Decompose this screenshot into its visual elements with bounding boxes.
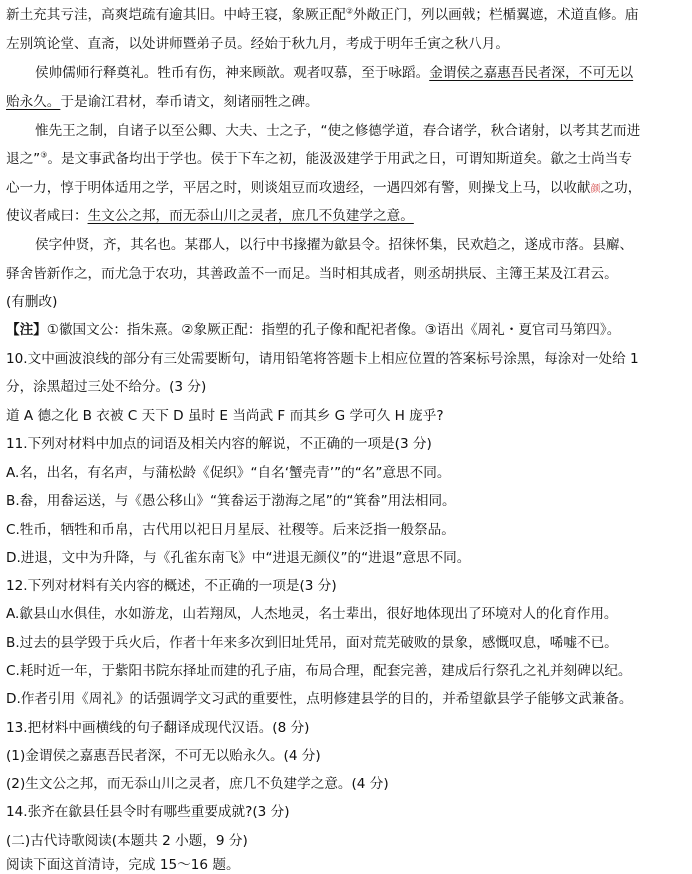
text: 新土充其亏洼，高爽垲疏有逾其旧。中峙王寝，象厥正配 (6, 7, 346, 23)
text: 心一力，惇于明体适用之学，平居之时，则谈俎豆而攻遗经，一遇四郊有警，则操戈上马，以收献 (6, 180, 591, 196)
passage-line (35, 64, 688, 82)
question-12-option-d: D.作者引用《周礼》的话强调学文习武的重要性，点明修建县学的目的，并希望歙县学子能够文武兼备。 (6, 691, 633, 707)
passage-line: 侯字仲贤，齐，其名也。某郡人，以行中书掾擢为歙县令。招徕怀集，民欢趋之，遂成市落。县廨、 (35, 237, 634, 253)
question-10-stem-cont: 分，涂黑超过三处不给分。(3 分) (6, 379, 207, 395)
question-14-stem: 14.张齐在歙县任县令时有哪些重要成就?(3 分) (6, 804, 290, 820)
question-11-option-a: A.名，出名，有名声，与蒲松龄《促织》“自名‘蟹壳青’”的“名”意思不同。 (6, 465, 451, 481)
section-title: (二)古代诗歌阅读(本题共 2 小题，9 分) (6, 833, 248, 849)
question-10-stem: 10.文中画波浪线的部分有三处需要断句，请用铅笔将答题卡上相应位置的答案标号涂黑，每涂对一处给 1 (6, 351, 639, 367)
passage-line (6, 93, 688, 111)
question-11-stem: 11.下列对材料中加点的词语及相关内容的解说，不正确的一项是(3 分) (6, 436, 432, 452)
passage-line: 驿舍皆新作之，而尤急于农功，其善政盖不一而足。当时相其成者，则丞胡拱辰、主簿王某及江君云。 (6, 266, 618, 282)
notes-line (6, 321, 688, 339)
question-11-option-b: B.畚，用畚运送，与《愚公移山》“箕畚运于渤海之尾”的“箕畚”用法相同。 (6, 493, 456, 509)
text: 于是谕江君材，奉币请文，刻诸丽牲之碑。 (60, 94, 319, 110)
text: 外敞正门，列以画戟；栏楯翼遮，术道直修。庙 (353, 7, 639, 23)
question-12-option-a: A.歙县山水俱佳，水如游龙，山若翔凤，人杰地灵，名士辈出，很好地体现出了环境对人的化育作用。 (6, 606, 618, 622)
notes-label: 【注】 (6, 322, 47, 338)
deleted-note: (有删改) (6, 294, 58, 310)
dotted-char-mark: 颜 (590, 184, 601, 195)
poem-intro: 阅读下面这首清诗，完成 15～16 题。 (6, 857, 240, 873)
passage-line: 惟先王之制，自诸子以至公卿、大夫、士之子，“使之修德学道，春合诸学，秋合诸射，以考其艺而进 (35, 123, 641, 139)
underlined-sentence-1: 金谓侯之嘉惠吾民者深，不可无以 (429, 65, 634, 81)
passage-line (6, 150, 688, 168)
footnote-marker: ③ (40, 150, 48, 160)
question-11-option-d: D.进退，文中为升降，与《孔雀东南飞》中“进退无颜仪”的“进退”意思不同。 (6, 550, 471, 566)
text: 侯帅儒师行释奠礼。牲币有伤，神来顾歆。观者叹慕，至于咏蹈。 (35, 65, 430, 81)
text: 使议者咸曰： (6, 208, 88, 224)
footnote-marker: ② (345, 6, 354, 16)
passage-line (6, 179, 688, 199)
passage-line (6, 207, 688, 225)
text: 退之” (6, 151, 41, 167)
question-13-stem: 13.把材料中画横线的句子翻译成现代汉语。(8 分) (6, 720, 310, 736)
passage-line (6, 6, 688, 24)
question-12-option-b: B.过去的县学毁于兵火后，作者十年来多次到旧址凭吊，面对荒芜破败的景象，感慨叹息，唏嘘不已。 (6, 635, 618, 651)
question-12-stem: 12.下列对材料有关内容的概述，不正确的一项是(3 分) (6, 578, 337, 594)
question-12-option-c: C.耗时近一年，于紫阳书院东择址而建的孔子庙，布局合理，配套完善，建成后行祭孔之礼并刻碑以纪。 (6, 663, 632, 679)
question-10-text: 道 A 德之化 B 衣被 C 天下 D 虽时 E 当尚武 F 而其乡 G 学可久 H 庞乎? (6, 408, 444, 424)
notes-text: ①徽国文公：指朱熹。②象厥正配：指塑的孔子像和配祀者像。③语出《周礼・夏官司马第四》。 (46, 322, 621, 338)
text: 之功， (600, 180, 642, 196)
text: 。是文事武备均出于学也。侯于下车之初，能汲汲建学于用武之日，可谓知斯道矣。歙之士尚当专 (47, 151, 632, 167)
question-11-option-c: C.牲币，牺牲和币帛，古代用以祀日月星辰、社稷等。后来泛指一般祭品。 (6, 522, 455, 538)
underlined-sentence-2: 生文公之邦，而无忝山川之灵者，庶几不负建学之意。 (87, 208, 414, 224)
underlined-sentence-1-end: 贻永久。 (6, 94, 61, 110)
question-13-part-2: (2)生文公之邦，而无忝山川之灵者，庶几不负建学之意。(4 分) (6, 776, 389, 792)
question-13-part-1: (1)金谓侯之嘉惠吾民者深，不可无以贻永久。(4 分) (6, 748, 321, 764)
passage-line: 左别筑论堂、直斋，以处讲师暨弟子员。经始于秋九月，考成于明年壬寅之秋八月。 (6, 36, 509, 52)
